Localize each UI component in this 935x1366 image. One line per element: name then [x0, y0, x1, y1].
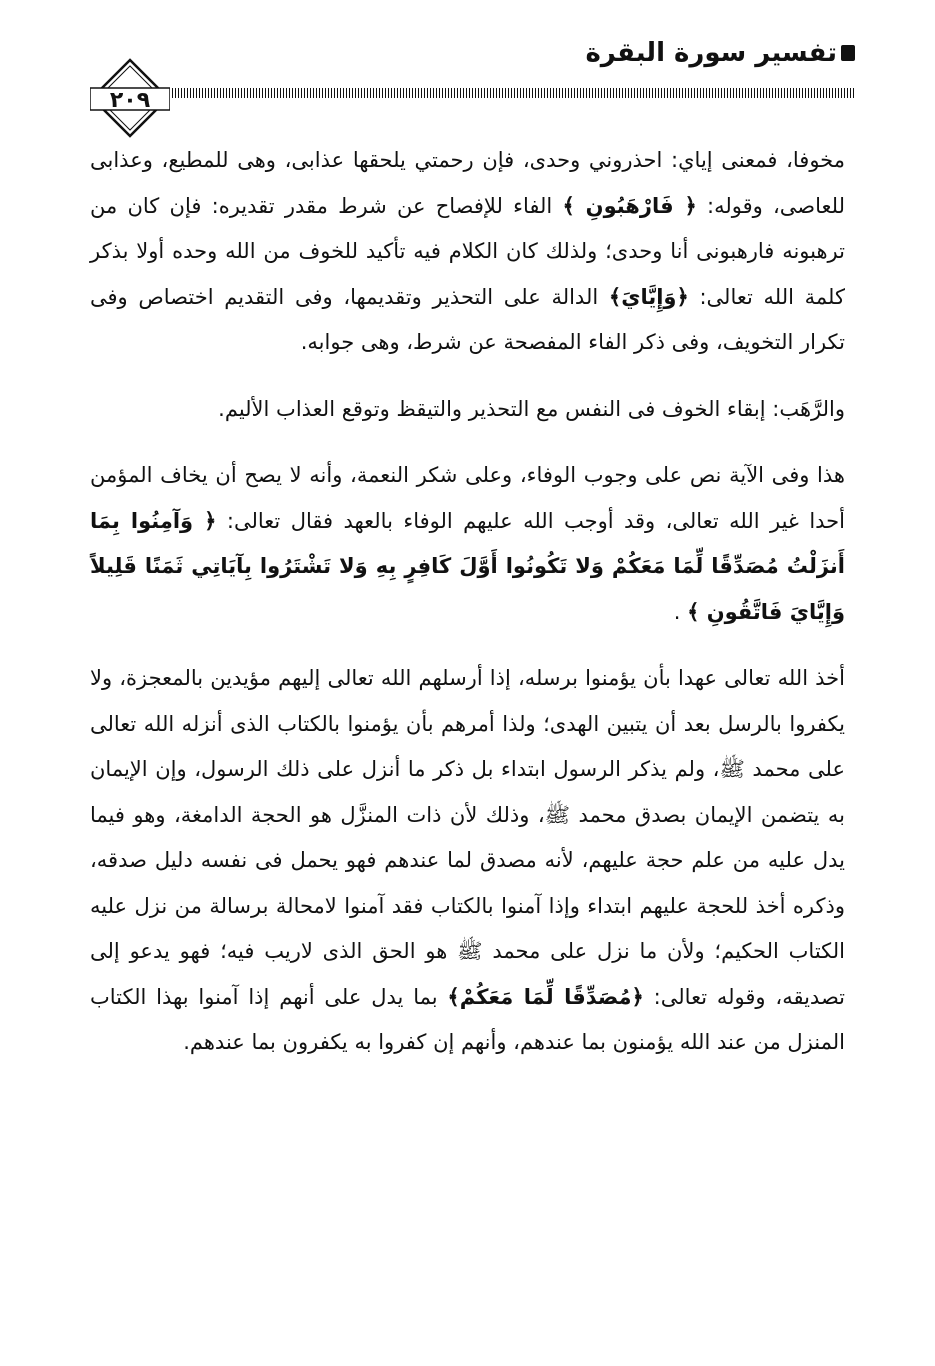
text-run: أخذ الله تعالى عهدا بأن يؤمنوا برسله، إذا أرسلهم الله تعالى إليهم مؤيدين بالمعجزة، ولا يكفروا بالرسل بعد أن يتبين الهدى؛ ولذا أمرهم بأن يؤمنوا بالكتاب الذى أنزله الله تعالى على محمد ﷺ، ولم يذكر الرسول ابتداء بل ذكر ما أنزل على ذلك الرسول، وإن الإيمان به يتضمن الإيمان بصدق محمد ﷺ، وذلك لأن ذات المنزَّل هو الحجة الدامغة، وهو فيما يدل عليه من علم حجة عليهم، لأنه مصدق لما عندهم فهو يحمل فى نفسه دليل صدقه، وذكره أخذ للحجة عليهم ابتداء وإذا آمنوا بالكتاب فقد آمنوا لامحالة برسالة من نزل عليه الكتاب الحكيم؛ ولأن ما نزل على محمد ﷺ هو الحق الذى لاريب فيه؛ فهو يدعو إلى تصديقه، وقوله تعالى:	[90, 666, 845, 1009]
text-run: .	[673, 599, 688, 624]
text-run: مخوفا، فمعنى إياي: احذروني وحدى، فإن رحمتي يلحقها عذابى، وهى للمطيع، وعذابى للعاصى، وقوله:	[90, 148, 846, 218]
quran-verse: ﴿ وَآمِنُوا بِمَا أَنزَلْتُ مُصَدِّقًا لِّمَا مَعَكُمْ وَلا تَكُونُوا أَوَّلَ كَافِرٍ بِهِ وَلا تَشْتَرُوا بِآيَاتِي ثَمَنًا قَلِيلاً وَإِيَّايَ فَاتَّقُونِ ﴾	[90, 508, 845, 624]
text-run: الفاء للإفصاح عن شرط مقدر تقديره: فإن كان من ترهبونه فارهبونى أنا وحدى؛ ولذلك كان الكلام فيه تأكيد للخوف من الله وحده أولا بذكر كلمة الله تعالى:	[90, 193, 846, 309]
paragraph-2	[90, 387, 845, 433]
paragraph-1	[90, 138, 845, 366]
page-body	[90, 138, 845, 1087]
page-number-badge	[90, 58, 170, 138]
paragraph-3	[90, 453, 845, 635]
text-run: هذا وفى الآية نص على وجوب الوفاء، وعلى شكر النعمة، وأنه لا يصح أن يخاف المؤمن أحدا غير الله تعالى، وقد أوجب الله عليهم الوفاء بالعهد فقال تعالى:	[90, 463, 845, 533]
paragraph-4	[90, 656, 845, 1066]
page-header	[80, 30, 855, 150]
text-run: الدالة على التحذير وتقديمها، وفى التقديم اختصاص وفى تكرار التخويف، وفى ذكر الفاء المفصحة عن شرط، وهى جوابه.	[90, 284, 845, 354]
page-number: ٢٠٩	[109, 88, 151, 113]
text-run: بما يدل على أنهم إذا آمنوا بهذا الكتاب المنزل من عند الله يؤمنون بما عندهم، وأنهم إن كفروا به يكفرون بما عندهم.	[90, 984, 845, 1054]
running-title: تفسير سورة البقرة	[585, 38, 837, 68]
text-run: والرَّهَب: إبقاء الخوف فى النفس مع التحذير والتيقظ وتوقع العذاب الأليم.	[218, 396, 845, 421]
ornament-icon	[841, 45, 855, 61]
header-rule	[160, 88, 855, 98]
quran-verse: ﴿مُصَدِّقًا لِّمَا مَعَكُمْ﴾	[447, 984, 644, 1009]
quran-verse: ﴿ فَارْهَبُونِ ﴾	[562, 193, 697, 218]
quran-verse: ﴿وَإِيَّايَ﴾	[608, 284, 689, 309]
